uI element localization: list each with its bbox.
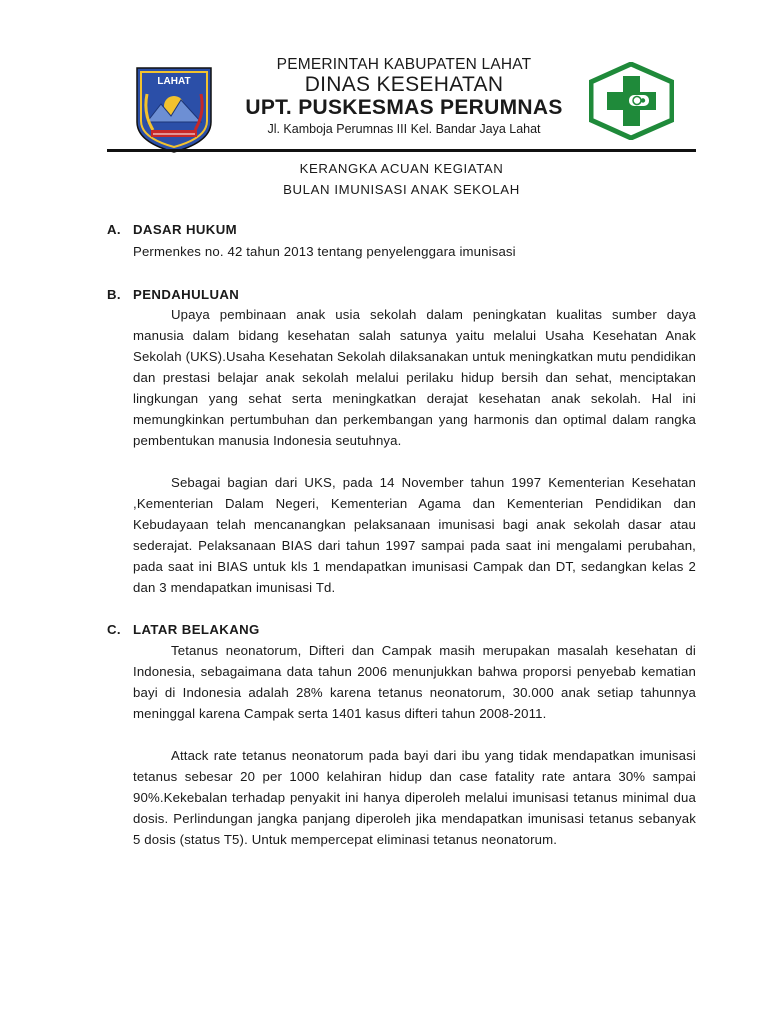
section-title: LATAR BELAKANG — [133, 622, 260, 637]
section-b-heading — [107, 287, 239, 302]
section-title: DASAR HUKUM — [133, 222, 238, 237]
letterhead-divider — [107, 149, 696, 152]
section-c-paragraph-1: Tetanus neonatorum, Difteri dan Campak masih merupakan masalah kesehatan di Indonesia, sebagaimana data tahun 2006 menunjukkan bahwa proporsi penyebab kematian bayi di Indonesia adalah 28% karena tetanus neonatorum, 30.000 anak setiap tahunnya meninggal karena Campak serta 1401 kasus difteri tahun 2008-2011. — [133, 643, 696, 721]
department-name: DINAS KESEHATAN — [304, 73, 504, 96]
section-letter: B. — [107, 287, 121, 302]
unit-name: UPT. PUSKESMAS PERUMNAS — [245, 96, 563, 119]
puskesmas-cross-logo — [589, 62, 674, 140]
section-b-paragraph-2: Sebagai bagian dari UKS, pada 14 November tahun 1997 Kementerian Kesehatan ,Kementerian Dalam Negeri, Kementerian Agama dan Kementerian Pendidikan dan Kebudayaan telah mencanangkan pelaksanaan imunisasi bagi anak sekolah dasar atau sederajat. Pelaksanaan BIAS dari tahun 1997 sampai pada saat ini mengalami perubahan, pada saat ini BIAS untuk kls 1 mendapatkan imunisasi Campak dan DT, sedangkan kelas 2 dan 3 mendapatkan imunisasi Td. — [133, 475, 696, 595]
section-letter: C. — [107, 622, 121, 637]
section-c-heading — [107, 622, 260, 637]
section-title: PENDAHULUAN — [133, 287, 240, 302]
section-b-paragraph-1: Upaya pembinaan anak usia sekolah dalam peningkatan kualitas sumber daya manusia dalam bidang kesehatan salah satunya yaitu melalui Usaha Kesehatan Anak Sekolah (UKS).Usaha Kesehatan Sekolah dilaksanakan untuk meningkatkan mutu pendidikan dan prestasi belajar anak sekolah melalui perilaku hidup bersih dan sehat, menciptakan lingkungan yang sehat serta meningkatkan derajat kesehatan anak sekolah. Hal ini memungkinkan pertumbuhan dan perkembangan yang harmonis dan optimal dalam rangka pembentukan manusia Indonesia seutuhnya. — [133, 307, 696, 448]
section-c-paragraph-2: Attack rate tetanus neonatorum pada bayi dari ibu yang tidak mendapatkan imunisasi tetanus sebesar 20 per 1000 kelahiran hidup dan case fatality rate antara 30% sampai 90%.Kekebalan terhadap penyakit ini hanya diperoleh melalui imunisasi tetanus minimal dua dosis. Perlindungan jangka panjang diperoleh jika mendapatkan imunisasi tetanus sebanyak 5 dosis (status T5). Untuk mempercepat eliminasi tetanus neonatorum. — [133, 748, 696, 847]
svg-text:LAHAT: LAHAT — [157, 76, 191, 87]
section-letter: A. — [107, 222, 121, 237]
address: Jl. Kamboja Perumnas III Kel. Bandar Jaya Lahat — [267, 122, 541, 136]
lahat-regency-emblem — [133, 64, 215, 154]
government-name: PEMERINTAH KABUPATEN LAHAT — [276, 56, 532, 73]
letterhead — [222, 56, 586, 137]
section-a-heading — [107, 222, 237, 237]
document-title: KERANGKA ACUAN KEGIATAN — [299, 161, 504, 176]
section-a-text: Permenkes no. 42 tahun 2013 tentang penyelenggara imunisasi — [133, 244, 516, 259]
document-subtitle: BULAN IMUNISASI ANAK SEKOLAH — [283, 182, 520, 197]
